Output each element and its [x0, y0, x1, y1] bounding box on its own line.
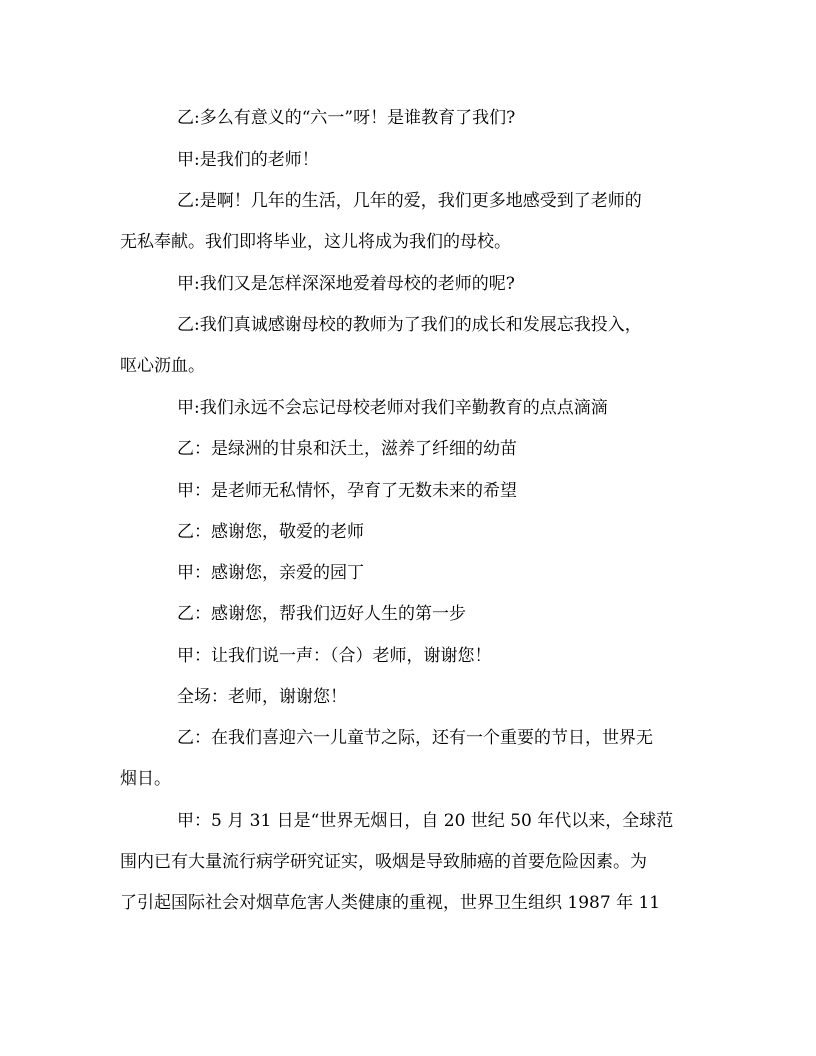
text-line: 乙：在我们喜迎六一儿童节之际，还有一个重要的节日，世界无 — [177, 728, 653, 748]
paragraph-2 — [120, 140, 700, 181]
paragraph-8 — [120, 471, 700, 512]
paragraph-3 — [120, 181, 700, 263]
text-line: 甲:我们又是怎样深深地爱着母校的老师的呢? — [177, 274, 515, 294]
text-line: 甲:是我们的老师！ — [177, 150, 319, 170]
text-line: 甲：让我们说一声：（合）老师，谢谢您！ — [177, 646, 492, 666]
paragraph-4 — [120, 264, 700, 305]
paragraph-1 — [120, 98, 700, 139]
paragraph-14 — [120, 718, 700, 800]
text-line: 全场：老师，谢谢您！ — [177, 687, 347, 707]
paragraph-12 — [120, 636, 700, 677]
paragraph-6 — [120, 388, 700, 429]
paragraph-7 — [120, 429, 700, 470]
text-line: 围内已有大量流行病学研究证实，吸烟是导致肺癌的首要危险因素。为 — [120, 852, 647, 872]
text-line: 烟日。 — [120, 769, 171, 789]
text-line: 甲：5 月 31 日是“世界无烟日，自 20 世纪 50 年代以来，全球范 — [177, 811, 674, 831]
text-line: 甲:我们永远不会忘记母校老师对我们辛勤教育的点点滴滴 — [177, 398, 608, 418]
text-line: 乙：感谢您，敬爱的老师 — [177, 522, 364, 542]
text-line: 呕心沥血。 — [120, 356, 205, 376]
text-line: 无私奉献。我们即将毕业，这儿将成为我们的母校。 — [120, 232, 511, 252]
text-line: 乙：是绿洲的甘泉和沃土，滋养了纤细的幼苗 — [177, 439, 517, 459]
text-line: 甲：是老师无私情怀，孕育了无数未来的希望 — [177, 481, 517, 501]
paragraph-13 — [120, 677, 700, 718]
text-line: 甲：感谢您，亲爱的园丁 — [177, 563, 364, 583]
paragraph-11 — [120, 594, 700, 635]
text-line: 乙:多么有意义的“六一”呀！是谁教育了我们? — [177, 108, 516, 128]
paragraph-10 — [120, 553, 700, 594]
text-line: 了引起国际社会对烟草危害人类健康的重视，世界卫生组织 1987 年 11 — [120, 893, 661, 913]
paragraph-5 — [120, 305, 700, 387]
text-line: 乙：感谢您，帮我们迈好人生的第一步 — [177, 604, 466, 624]
text-line: 乙:是啊！几年的生活，几年的爱，我们更多地感受到了老师的 — [177, 191, 642, 211]
paragraph-9 — [120, 512, 700, 553]
text-line: 乙:我们真诚感谢母校的教师为了我们的成长和发展忘我投入， — [177, 315, 642, 335]
paragraph-15 — [120, 801, 700, 924]
